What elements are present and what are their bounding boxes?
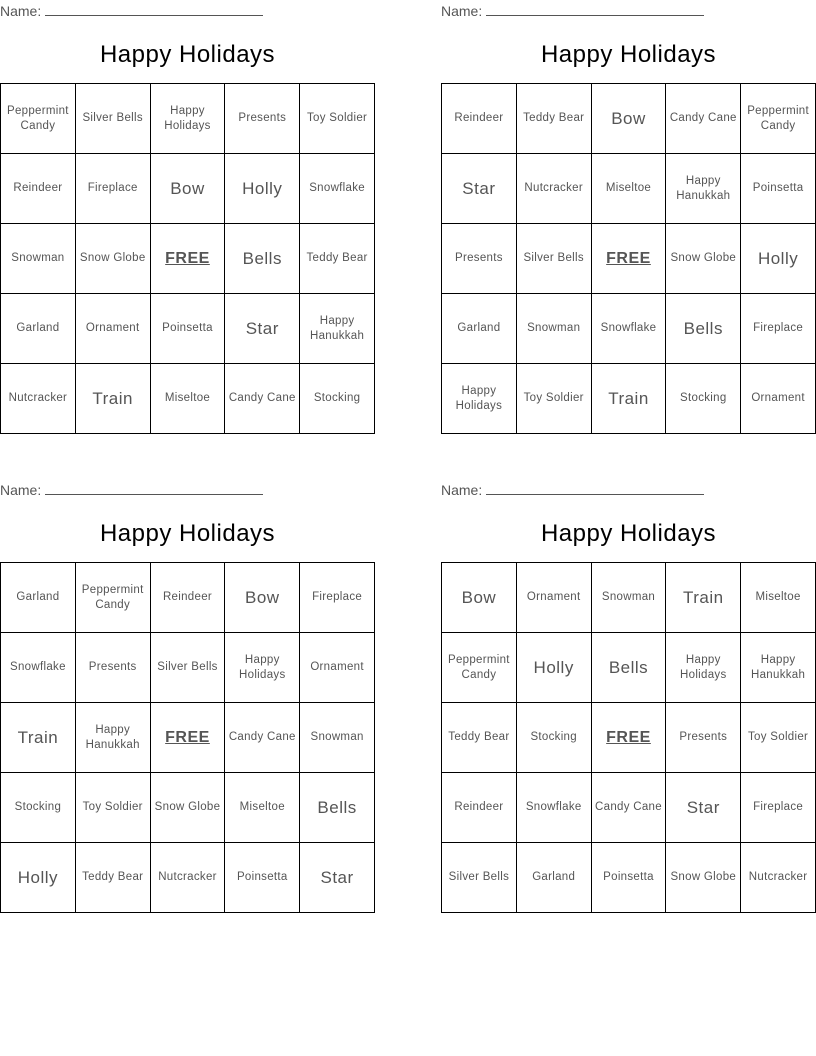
bingo-cell: Star [300, 843, 375, 913]
bingo-cell: Teddy Bear [75, 843, 150, 913]
bingo-cell: Stocking [1, 773, 76, 843]
grid-row [442, 703, 816, 773]
bingo-cell: Garland [516, 843, 591, 913]
bingo-cell: Miseltoe [225, 773, 300, 843]
grid-row [442, 294, 816, 364]
grid-row [442, 224, 816, 294]
bingo-cell: Happy Hanukkah [741, 633, 816, 703]
bingo-grid [441, 562, 816, 913]
bingo-cell: Happy Holidays [150, 84, 225, 154]
name-field [441, 480, 711, 498]
bingo-cell: Peppermint Candy [1, 84, 76, 154]
bingo-cell: Happy Holidays [442, 364, 517, 434]
bingo-cell: Poinsetta [591, 843, 666, 913]
bingo-cell: Bells [225, 224, 300, 294]
bingo-cell: Snow Globe [666, 843, 741, 913]
bingo-cell: Nutcracker [741, 843, 816, 913]
grid-row [442, 154, 816, 224]
bingo-cell: Reindeer [442, 84, 517, 154]
bingo-cell: Garland [1, 563, 76, 633]
bingo-cell: Bells [300, 773, 375, 843]
bingo-cell: Snowman [300, 703, 375, 773]
name-blank-line [45, 480, 263, 495]
grid-row [1, 633, 375, 703]
card-title: Happy Holidays [99, 520, 276, 547]
bingo-card [0, 479, 375, 914]
name-blank-line [486, 480, 704, 495]
name-label: Name: [0, 482, 42, 498]
bingo-cell: Snowman [591, 563, 666, 633]
free-space-cell: FREE [150, 703, 225, 773]
bingo-card [441, 479, 816, 914]
bingo-cell: Candy Cane [225, 364, 300, 434]
grid-row [442, 364, 816, 434]
grid-row [442, 633, 816, 703]
bingo-card [0, 0, 375, 435]
bingo-cell: Nutcracker [1, 364, 76, 434]
bingo-cell: Candy Cane [591, 773, 666, 843]
bingo-cell: Happy Holidays [666, 633, 741, 703]
bingo-cell: Fireplace [741, 773, 816, 843]
bingo-cell: Train [591, 364, 666, 434]
bingo-cell: Ornament [516, 563, 591, 633]
bingo-cell: Train [75, 364, 150, 434]
bingo-cell: Snowflake [300, 154, 375, 224]
bingo-grid [441, 83, 816, 434]
card-title: Happy Holidays [99, 41, 276, 68]
bingo-cell: Bow [150, 154, 225, 224]
bingo-cell: Toy Soldier [75, 773, 150, 843]
card-title: Happy Holidays [540, 520, 717, 547]
bingo-cell: Snow Globe [666, 224, 741, 294]
bingo-cell: Bells [666, 294, 741, 364]
bingo-cell: Happy Hanukkah [666, 154, 741, 224]
bingo-cell: Silver Bells [150, 633, 225, 703]
bingo-cell: Star [666, 773, 741, 843]
bingo-cell: Candy Cane [666, 84, 741, 154]
bingo-cell: Candy Cane [225, 703, 300, 773]
bingo-cell: Reindeer [150, 563, 225, 633]
name-blank-line [486, 1, 704, 16]
bingo-cell: Ornament [741, 364, 816, 434]
name-blank-line [45, 1, 263, 16]
bingo-cell: Snowflake [591, 294, 666, 364]
bingo-cell: Bells [591, 633, 666, 703]
bingo-cell: Nutcracker [516, 154, 591, 224]
name-label: Name: [441, 482, 483, 498]
grid-row [442, 84, 816, 154]
bingo-cell: Snowman [516, 294, 591, 364]
bingo-cell: Peppermint Candy [442, 633, 517, 703]
bingo-cell: Presents [666, 703, 741, 773]
grid-row [1, 364, 375, 434]
bingo-cell: Toy Soldier [741, 703, 816, 773]
bingo-cell: Holly [741, 224, 816, 294]
grid-row [1, 84, 375, 154]
bingo-cell: Stocking [666, 364, 741, 434]
free-space-cell: FREE [591, 703, 666, 773]
bingo-cell: Happy Holidays [225, 633, 300, 703]
bingo-grid [0, 562, 375, 913]
bingo-cell: Bow [225, 563, 300, 633]
bingo-cell: Poinsetta [225, 843, 300, 913]
bingo-cell: Teddy Bear [442, 703, 517, 773]
bingo-cell: Poinsetta [741, 154, 816, 224]
name-field [441, 1, 711, 19]
bingo-cell: Fireplace [300, 563, 375, 633]
bingo-cell: Presents [442, 224, 517, 294]
bingo-cell: Snow Globe [75, 224, 150, 294]
bingo-cell: Peppermint Candy [741, 84, 816, 154]
free-space-cell: FREE [150, 224, 225, 294]
name-field [0, 1, 270, 19]
bingo-cell: Holly [1, 843, 76, 913]
bingo-cell: Holly [225, 154, 300, 224]
name-label: Name: [0, 3, 42, 19]
bingo-cell: Stocking [300, 364, 375, 434]
bingo-cell: Silver Bells [75, 84, 150, 154]
bingo-cell: Star [225, 294, 300, 364]
grid-row [1, 563, 375, 633]
bingo-cell: Garland [1, 294, 76, 364]
bingo-cell: Silver Bells [516, 224, 591, 294]
bingo-cell: Garland [442, 294, 517, 364]
bingo-cell: Snowman [1, 224, 76, 294]
card-title: Happy Holidays [540, 41, 717, 68]
name-field [0, 480, 270, 498]
name-label: Name: [441, 3, 483, 19]
grid-row [1, 703, 375, 773]
grid-row [1, 154, 375, 224]
bingo-cell: Ornament [300, 633, 375, 703]
grid-row [442, 773, 816, 843]
grid-row [1, 224, 375, 294]
grid-row [1, 773, 375, 843]
grid-row [442, 843, 816, 913]
bingo-cell: Snowflake [516, 773, 591, 843]
grid-row [442, 563, 816, 633]
bingo-cell: Toy Soldier [300, 84, 375, 154]
bingo-cell: Presents [75, 633, 150, 703]
bingo-cell: Nutcracker [150, 843, 225, 913]
bingo-grid [0, 83, 375, 434]
bingo-cell: Peppermint Candy [75, 563, 150, 633]
grid-row [1, 294, 375, 364]
bingo-cell: Train [1, 703, 76, 773]
bingo-cell: Holly [516, 633, 591, 703]
free-space-cell: FREE [591, 224, 666, 294]
bingo-cell: Miseltoe [591, 154, 666, 224]
bingo-cell: Teddy Bear [516, 84, 591, 154]
bingo-cell: Bow [591, 84, 666, 154]
bingo-cell: Fireplace [75, 154, 150, 224]
bingo-cell: Snowflake [1, 633, 76, 703]
bingo-cell: Fireplace [741, 294, 816, 364]
bingo-cell: Toy Soldier [516, 364, 591, 434]
bingo-cell: Miseltoe [741, 563, 816, 633]
bingo-cell: Bow [442, 563, 517, 633]
grid-row [1, 843, 375, 913]
bingo-cell: Reindeer [1, 154, 76, 224]
bingo-cell: Presents [225, 84, 300, 154]
bingo-cell: Train [666, 563, 741, 633]
bingo-cell: Snow Globe [150, 773, 225, 843]
bingo-cell: Silver Bells [442, 843, 517, 913]
bingo-cell: Poinsetta [150, 294, 225, 364]
bingo-cell: Happy Hanukkah [75, 703, 150, 773]
bingo-cell: Teddy Bear [300, 224, 375, 294]
bingo-cell: Ornament [75, 294, 150, 364]
bingo-cell: Star [442, 154, 517, 224]
bingo-cell: Stocking [516, 703, 591, 773]
bingo-cell: Happy Hanukkah [300, 294, 375, 364]
bingo-card [441, 0, 816, 435]
bingo-cell: Miseltoe [150, 364, 225, 434]
bingo-cell: Reindeer [442, 773, 517, 843]
